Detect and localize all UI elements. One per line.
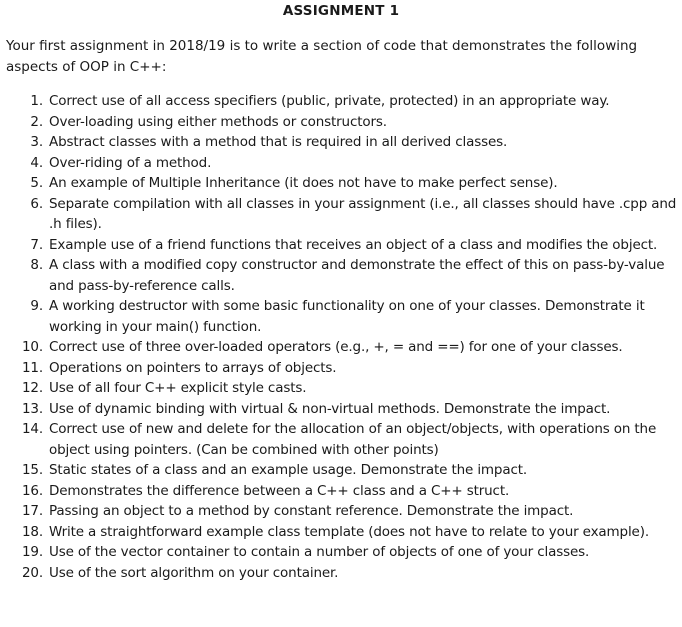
list-item-text: Over-loading using either methods or constructors. <box>49 113 387 130</box>
list-item <box>0 173 682 194</box>
list-item-number: 8. <box>30 257 43 273</box>
list-item-text: An example of Multiple Inheritance (it does not have to make perfect sense). <box>49 175 558 191</box>
list-item <box>0 91 682 112</box>
list-item-text: Use of dynamic binding with virtual & non-virtual methods. Demonstrate the impact. <box>49 400 611 417</box>
list-item-number: 12. <box>21 380 43 396</box>
list-item <box>0 460 682 481</box>
list-item <box>0 542 682 563</box>
list-item-number: 10. <box>21 339 43 355</box>
list-item-text: Write a straightforward example class template (does not have to relate to your example). <box>49 523 649 540</box>
list-item <box>0 419 682 460</box>
list-item-text: Use of the vector container to contain a number of objects of one of your classes. <box>49 544 590 560</box>
list-item-text: A working destructor with some basic functionality on one of your classes. Demonstrate it working in your main() function. <box>49 298 645 335</box>
list-item-number: 20. <box>21 564 43 581</box>
intro-paragraph: Your first assignment in 2018/19 is to write a section of code that demonstrates the following aspects of OOP in C++: <box>6 38 638 75</box>
list-item <box>0 153 682 174</box>
list-item <box>0 337 682 358</box>
list-item-text: Static states of a class and an example usage. Demonstrate the impact. <box>49 462 528 478</box>
list-item-number: 17. <box>21 503 43 519</box>
list-item-text: Use of the sort algorithm on your container. <box>49 564 339 581</box>
list-item-number: 16. <box>21 482 43 499</box>
list-item-number: 4. <box>30 154 43 171</box>
list-item-number: 9. <box>30 298 43 314</box>
list-item <box>0 378 682 399</box>
list-item <box>0 255 682 296</box>
list-item <box>0 296 682 337</box>
list-item-number: 5. <box>30 175 43 191</box>
list-item-text: Passing an object to a method by constant reference. Demonstrate the impact. <box>49 503 574 519</box>
list-item-number: 15. <box>21 462 43 478</box>
list-item-text: Over-riding of a method. <box>49 154 212 171</box>
list-item-text: Use of all four C++ explicit style casts. <box>49 380 307 396</box>
page-title: ASSIGNMENT 1 <box>282 3 400 19</box>
list-item-text: A class with a modified copy constructor and demonstrate the effect of this on pass-by-value and pass-by-reference calls. <box>49 257 665 294</box>
list-item-text: Correct use of all access specifiers (public, private, protected) in an appropriate way. <box>49 93 610 109</box>
list-item <box>0 235 682 256</box>
list-item-text: Demonstrates the difference between a C++ class and a C++ struct. <box>49 482 510 499</box>
list-item-number: 7. <box>30 236 43 253</box>
list-item-text: Abstract classes with a method that is required in all derived classes. <box>49 134 508 150</box>
list-item <box>0 399 682 420</box>
list-item <box>0 522 682 543</box>
list-item-number: 14. <box>21 421 43 437</box>
list-item-number: 3. <box>30 134 43 150</box>
list-item-text: Separate compilation with all classes in your assignment (i.e., all classes should have .cpp and .h files). <box>49 195 677 232</box>
list-item-text: Correct use of new and delete for the allocation of an object/objects, with operations on the object using pointers. (Can be combined with other points) <box>49 421 657 458</box>
requirements-list <box>0 91 682 583</box>
list-item-number: 11. <box>21 359 43 376</box>
list-item <box>0 501 682 522</box>
list-item <box>0 132 682 153</box>
list-item-number: 6. <box>30 195 43 212</box>
list-item-number: 19. <box>21 544 43 560</box>
list-item-text: Correct use of three over-loaded operators (e.g., +, = and ==) for one of your classes. <box>49 339 623 355</box>
list-item <box>0 112 682 133</box>
list-item <box>0 194 682 235</box>
list-item-number: 2. <box>30 113 43 130</box>
list-item-number: 1. <box>30 93 43 109</box>
list-item-number: 13. <box>21 400 43 417</box>
list-item-text: Operations on pointers to arrays of objects. <box>49 359 337 376</box>
list-item <box>0 358 682 379</box>
list-item <box>0 563 682 584</box>
list-item <box>0 481 682 502</box>
list-item-number: 18. <box>21 523 43 540</box>
list-item-text: Example use of a friend functions that receives an object of a class and modifies the object. <box>49 236 658 253</box>
